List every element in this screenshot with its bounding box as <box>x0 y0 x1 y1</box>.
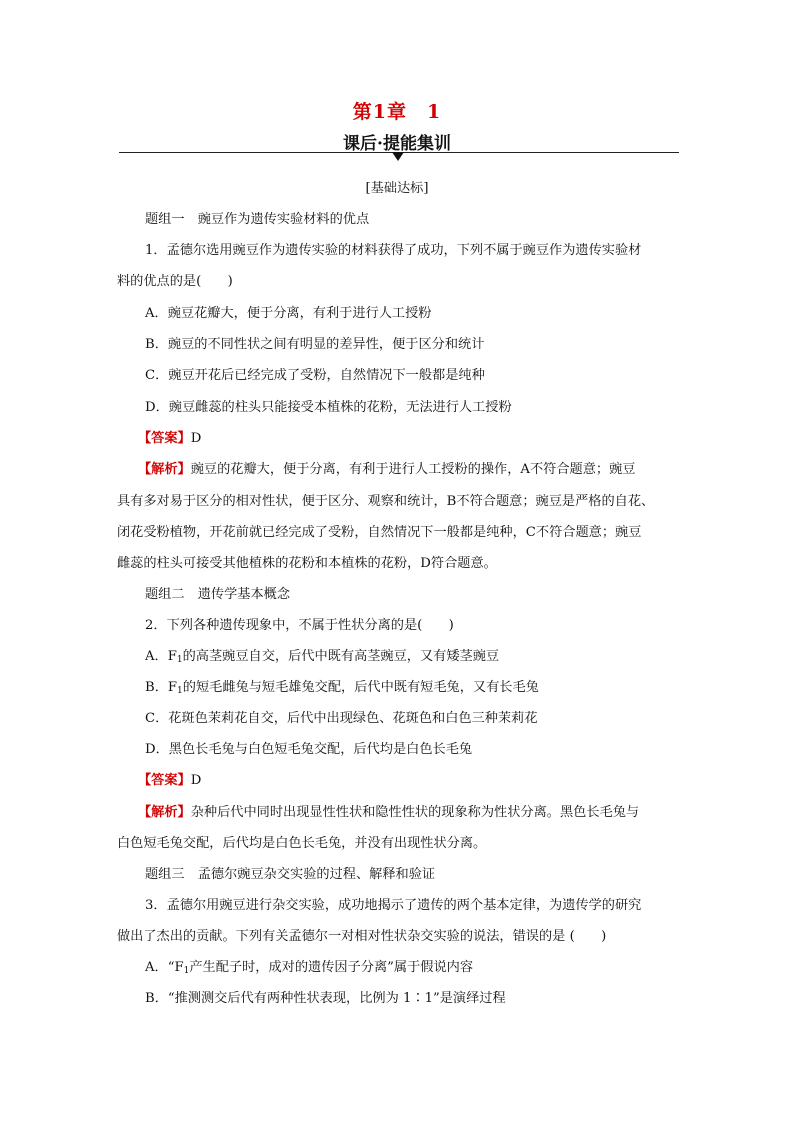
q2-option-b <box>145 679 539 697</box>
analysis-tag: 【解析】 <box>138 462 191 477</box>
section-heading: [基础达标] <box>365 181 429 196</box>
q2-option-a <box>145 648 499 666</box>
group-heading-3: 题组三 孟德尔豌豆杂交实验的过程、解释和验证 <box>145 867 436 882</box>
page-subtitle: 课后·提能集训 <box>343 134 451 154</box>
analysis-tag: 【解析】 <box>138 805 191 820</box>
q1-analysis-line4: 雌蕊的柱头可接受其他植株的花粉和本植株的花粉，D符合题意。 <box>117 556 497 571</box>
subscript: 1 <box>177 686 183 696</box>
q1-analysis-line3: 闭花受粉植物，开花前就已经完成了受粉，自然情况下一般都是纯种，C不符合题意；豌豆 <box>117 525 642 540</box>
subscript: 1 <box>183 966 190 976</box>
answer-value: D <box>190 773 202 788</box>
answer-tag: 【答案】 <box>138 431 191 446</box>
option-text: 产生配子时，成对的遗传因子分离”属于假说内容 <box>189 960 474 975</box>
q1-option-d: D．豌豆雌蕊的柱头只能接受本植株的花粉，无法进行人工授粉 <box>145 400 512 415</box>
option-text: 的高茎豌豆自交，后代中既有高茎豌豆，又有矮茎豌豆 <box>182 649 500 664</box>
option-prefix: A．“F <box>145 960 184 975</box>
group-heading-1: 题组一 豌豆作为遗传实验材料的优点 <box>145 212 370 227</box>
q1-stem-line1: 1．孟德尔选用豌豆作为遗传实验的材料获得了成功，下列不属于豌豆作为遗传实验材 <box>145 243 642 258</box>
option-prefix: B．F <box>145 680 178 695</box>
group-heading-2: 题组二 遗传学基本概念 <box>145 587 291 602</box>
q1-option-b: B．豌豆的不同性状之间有明显的差异性，便于区分和统计 <box>145 337 485 352</box>
q2-option-c: C．花斑色茉莉花自交，后代中出现绿色、花斑色和白色三种茉莉花 <box>145 711 538 726</box>
subscript: 1 <box>176 655 183 665</box>
analysis-text: 豌豆的花瓣大，便于分离，有利于进行人工授粉的操作，A不符合题意；豌豆 <box>190 462 636 477</box>
answer-tag: 【答案】 <box>138 773 191 788</box>
q2-analysis-line1 <box>138 804 639 822</box>
q3-stem-line1: 3．孟德尔用豌豆进行杂交实验，成功地揭示了遗传的两个基本定律，为遗传学的研究 <box>145 898 642 913</box>
q3-stem-line2: 做出了杰出的贡献。下列有关孟德尔一对相对性状杂交实验的说法，错误的是 ( ) <box>117 929 607 944</box>
chapter-title: 第1章 1 <box>352 101 442 123</box>
q1-analysis-line1 <box>138 461 635 479</box>
q2-answer <box>138 772 201 790</box>
q2-option-d: D．黑色长毛兔与白色短毛兔交配，后代均是白色长毛兔 <box>145 742 473 757</box>
q1-option-a: A．豌豆花瓣大，便于分离，有利于进行人工授粉 <box>145 306 432 321</box>
q1-analysis-line2: 具有多对易于区分的相对性状，便于区分、观察和统计，B不符合题意；豌豆是严格的自花、 <box>117 494 655 509</box>
q3-option-a <box>145 959 473 977</box>
q1-stem-line2: 料的优点的是( ) <box>117 274 233 289</box>
q2-stem: 2．下列各种遗传现象中，不属于性状分离的是( ) <box>145 618 454 633</box>
q1-option-c: C．豌豆开花后已经完成了受粉，自然情况下一般都是纯种 <box>145 368 485 383</box>
q1-answer <box>138 430 201 448</box>
option-text: 的短毛雌兔与短毛雄兔交配，后代中既有短毛兔，又有长毛兔 <box>182 680 539 695</box>
q3-option-b: B．“推测测交后代有两种性状表现，比例为 1∶1”是演绎过程 <box>145 991 506 1006</box>
triangle-marker-icon <box>392 152 404 161</box>
option-prefix: A．F <box>145 649 177 664</box>
q2-analysis-line2: 白色短毛兔交配，后代均是白色长毛兔，并没有出现性状分离。 <box>117 836 487 851</box>
analysis-text: 杂种后代中同时出现显性性状和隐性性状的现象称为性状分离。黑色长毛兔与 <box>190 805 640 820</box>
answer-value: D <box>190 431 202 446</box>
